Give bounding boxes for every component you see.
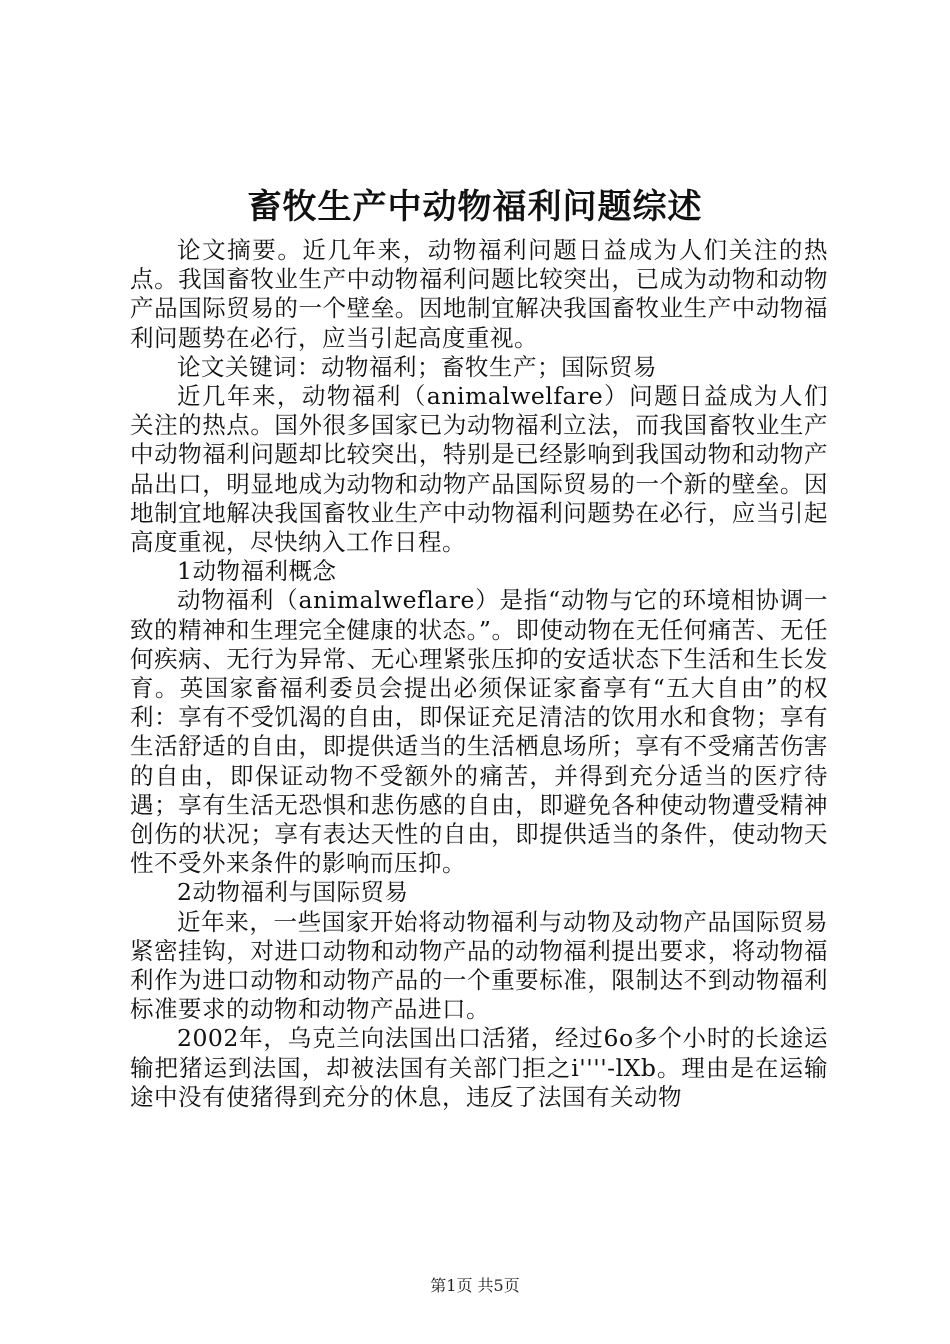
paragraph-trade: 近年来，一些国家开始将动物福利与动物及动物产品国际贸易紧密挂钩，对进口动物和动物产品的动物福利提出要求，将动物福利作为进口动物和动物产品的一个重要标准，限制达不到动物福利标准要求的动物和动物产品进口。 <box>130 907 828 1024</box>
paragraph-intro: 近几年来，动物福利（animalwelfare）问题日益成为人们关注的热点。国外很多国家已为动物福利立法，而我国畜牧业生产中动物福利问题却比较突出，特别是已经影响到我国动物和动物产品出口，明显地成为动物和动物产品国际贸易的一个新的壁垒。因地制宜地解决我国畜牧业生产中动物福利问题势在必行，应当引起高度重视，尽快纳入工作日程。 <box>130 382 828 557</box>
document-body <box>130 236 828 1112</box>
section-heading-2: 2动物福利与国际贸易 <box>177 878 409 907</box>
document-title: 畜牧生产中动物福利问题综述 <box>247 187 703 227</box>
paragraph-example: 2002年，乌克兰向法国出口活猪，经过6o多个小时的长途运输把猪运到法国，却被法国有关部门拒之i''''-lXb。理由是在运输途中没有使猪得到充分的休息，违反了法国有关动物 <box>130 1024 828 1111</box>
paragraph-abstract: 论文摘要。近几年来，动物福利问题日益成为人们关注的热点。我国畜牧业生产中动物福利问题比较突出，已成为动物和动物产品国际贸易的一个壁垒。因地制宜解决我国畜牧业生产中动物福利问题势在必行，应当引起高度重视。 <box>130 236 828 352</box>
paragraph-keywords: 论文关键词：动物福利；畜牧生产；国际贸易 <box>177 352 657 381</box>
page-footer: 第1页 共5页 <box>430 1276 520 1295</box>
paragraph-concept: 动物福利（animalweflare）是指“动物与它的环境相协调一致的精神和生理完全健康的状态。”。即使动物在无任何痛苦、无任何疾病、无行为异常、无心理紧张压抑的安适状态下生活和生长发育。英国家畜福利委员会提出必须保证家畜享有“五大自由”的权利：享有不受饥渴的自由，即保证充足清洁的饮用水和食物；享有生活舒适的自由，即提供适当的生活栖息场所；享有不受痛苦伤害的自由，即保证动物不受额外的痛苦，并得到充分适当的医疗待遇；享有生活无恐惧和悲伤感的自由，即避免各种使动物遭受精神创伤的状况；享有表达天性的自由，即提供适当的条件，使动物天性不受外来条件的影响而压抑。 <box>130 586 828 878</box>
section-heading-1: 1动物福利概念 <box>177 557 337 586</box>
